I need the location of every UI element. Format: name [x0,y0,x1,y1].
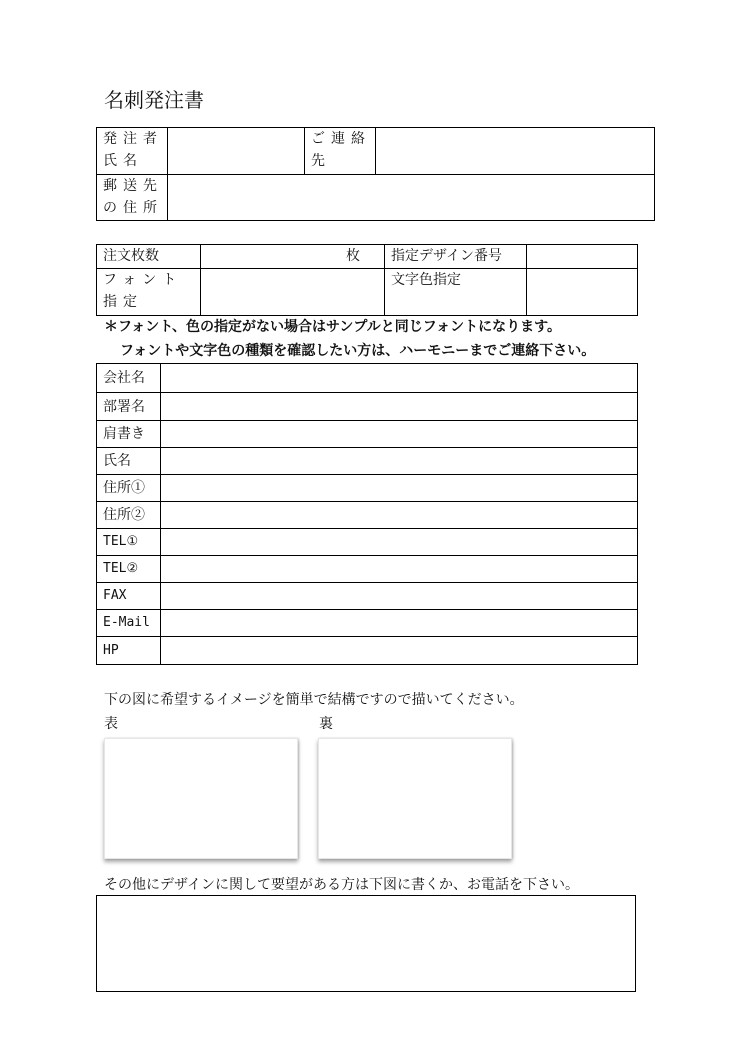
address1-field[interactable] [161,475,638,502]
fax-label: FAX [97,583,161,610]
email-field[interactable] [161,610,638,637]
tel2-label: TEL② [97,556,161,583]
email-label: E-Mail [97,610,161,637]
department-field[interactable] [161,393,638,421]
card-fields-table [96,363,638,665]
company-field[interactable] [161,364,638,393]
fax-field[interactable] [161,583,638,610]
orderer-contact-label: ご連絡先 [305,128,376,175]
orderer-name-field[interactable] [168,128,305,175]
address1-label: 住所① [97,475,161,502]
front-label: 表 [104,716,118,732]
note-line-2: フォントや文字色の種類を確認したい方は、ハーモニーまでご連絡下さい。 [120,343,596,359]
orderer-address-field[interactable] [168,175,655,221]
job-title-label: 肩書き [97,421,161,448]
hp-field[interactable] [161,637,638,665]
font-field[interactable] [201,269,385,316]
tel2-field[interactable] [161,556,638,583]
name-label: 氏名 [97,448,161,475]
requests-box[interactable] [96,895,636,992]
quantity-label: 注文枚数 [97,245,201,269]
front-sketch-area[interactable] [104,738,298,859]
orderer-name-label: 発注者氏名 [97,128,168,175]
note-line-1: ＊フォント、色の指定がない場合はサンプルと同じフォントになります。 [104,319,561,335]
tel1-field[interactable] [161,529,638,556]
order-table [96,244,638,316]
design-number-field[interactable] [527,245,638,269]
department-label: 部署名 [97,393,161,421]
name-field[interactable] [161,448,638,475]
tel1-label: TEL① [97,529,161,556]
text-color-field[interactable] [527,269,638,316]
requests-instruction: その他にデザインに関して要望がある方は下図に書くか、お電話を下さい。 [104,877,580,893]
back-sketch-area[interactable] [318,738,512,859]
hp-label: HP [97,637,161,665]
orderer-address-label: 郵送先の住所 [97,175,168,221]
quantity-field[interactable] [201,245,385,269]
company-label: 会社名 [97,364,161,393]
design-number-label: 指定デザイン番号 [385,245,527,269]
page-title: 名刺発注書 [104,88,204,112]
address2-label: 住所② [97,502,161,529]
job-title-field[interactable] [161,421,638,448]
orderer-contact-field[interactable] [376,128,655,175]
text-color-label: 文字色指定 [385,269,527,316]
quantity-unit: 枚 [346,248,360,264]
back-label: 裏 [319,716,333,732]
orderer-table [96,127,655,221]
address2-field[interactable] [161,502,638,529]
sketch-instruction: 下の図に希望するイメージを簡単で結構ですので描いてください。 [104,692,524,708]
font-label: フォント指定 [97,269,201,316]
